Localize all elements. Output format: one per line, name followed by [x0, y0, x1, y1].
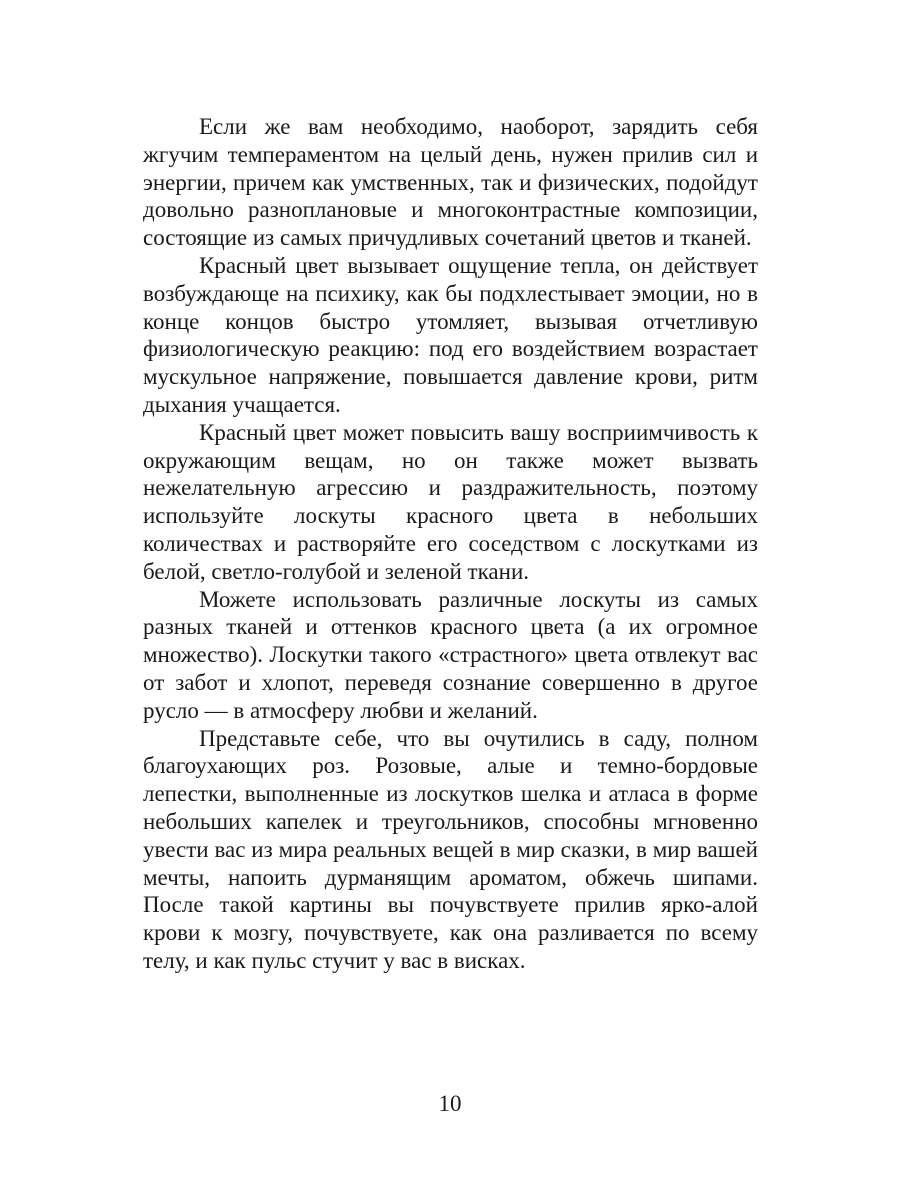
- paragraph-1: Если же вам необходимо, наоборот, зарядить себя жгучим темпераментом на целый день, нужен прилив сил и энергии, причем как умственных, так и физических, подойдут довольно разноплановые и многоконтрастные композиции, состоящие из самых причудливых сочетаний цветов и тканей.: [143, 114, 758, 251]
- page-number: 10: [438, 1091, 462, 1116]
- paragraph-2: Красный цвет вызывает ощущение тепла, он действует возбуждающе на психику, как бы подхлестывает эмоции, но в конце концов быстро утомляет, вызывая отчетливую физиологическую реакцию: под его воздействием возрастает мускульное напряжение, повышается давление крови, ритм дыхания учащается.: [143, 252, 758, 417]
- paragraph-3: Красный цвет может повысить вашу восприимчивость к окружающим вещам, но он также может вызвать нежелательную агрессию и раздражительность, поэтому используйте лоскуты красного цвета в небольших количествах и растворяйте его соседством с лоскутками из белой, светло-голубой и зеленой ткани.: [143, 419, 758, 584]
- paragraph-4: Можете использовать различные лоскуты из самых разных тканей и оттенков красного цвета (а их огромное множество). Лоскутки такого «страстного» цвета отвлекут вас от забот и хлопот, переведя сознание совершенно в другое русло — в атмосферу любви и желаний.: [143, 586, 758, 723]
- body-text: [143, 113, 758, 975]
- paragraph-5: Представьте себе, что вы очутились в саду, полном благоухающих роз. Розовые, алые и темно-бордовые лепестки, выполненные из лоскутков шелка и атласа в форме небольших капелек и треугольников, способны мгновенно увести вас из мира реальных вещей в мир сказки, в мир вашей мечты, напоить дурманящим ароматом, обжечь шипами. После такой картины вы почувствуете прилив ярко-алой крови к мозгу, почувствуете, как она разливается по всему телу, и как пульс стучит у вас в висках.: [143, 725, 758, 973]
